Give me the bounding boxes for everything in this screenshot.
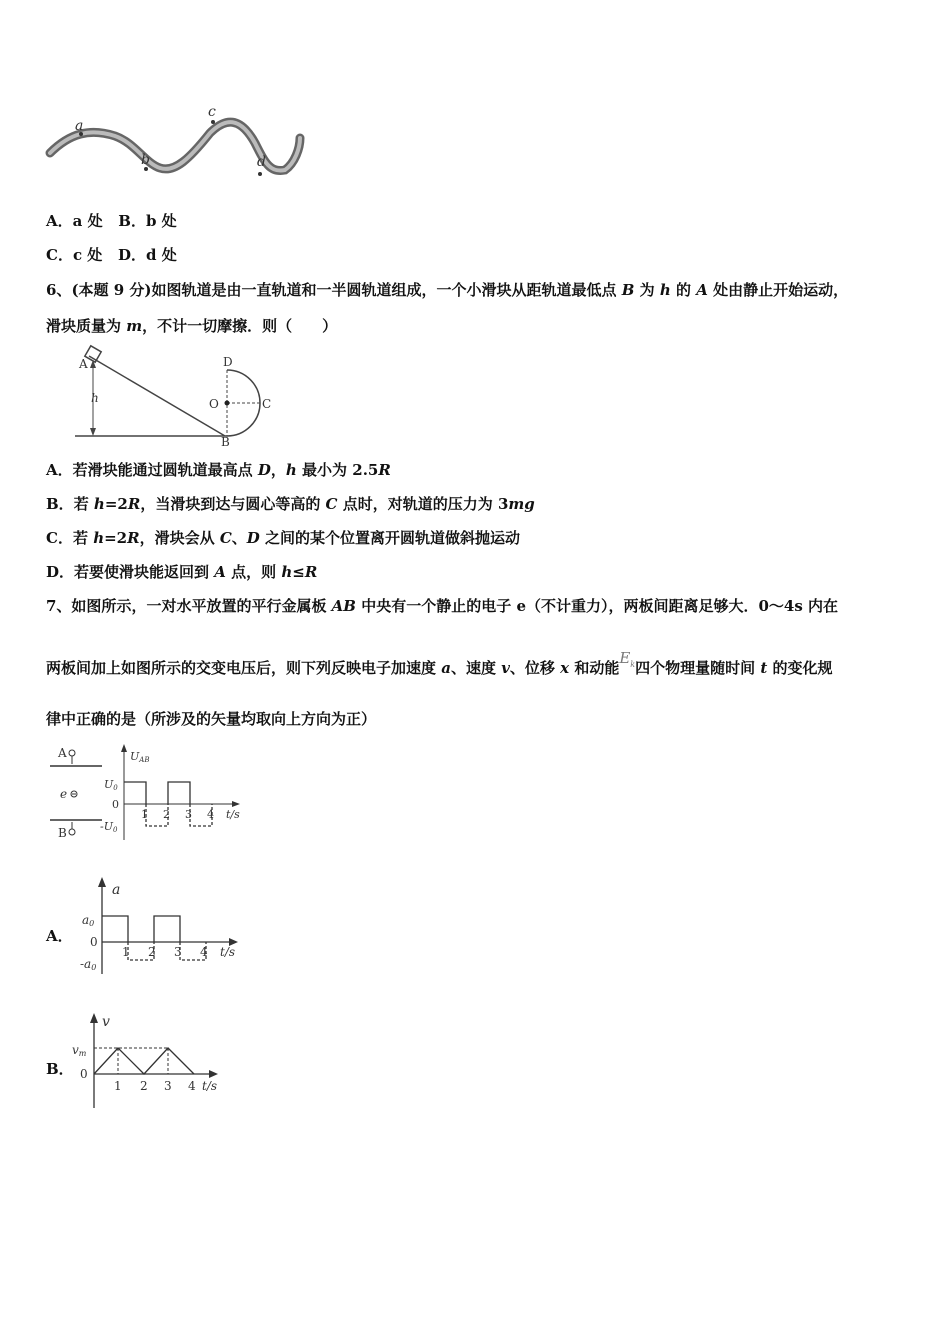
svg-text:0: 0 xyxy=(90,935,98,949)
svg-text:t/s: t/s xyxy=(202,1079,218,1093)
svg-text:4: 4 xyxy=(188,1079,196,1093)
svg-text:D: D xyxy=(223,355,233,369)
q6-stem-line-2: 滑块质量为 m，不计一切摩擦．则（ ） xyxy=(46,317,338,335)
q6-track-figure xyxy=(75,348,275,448)
q7-stem-line-2: 两板间加上如图所示的交变电压后，则下列反映电子加速度 a、速度 v、位移 x 和动能$E_k$四个物理量随时间 t 的变化规 xyxy=(46,649,833,677)
svg-text:2: 2 xyxy=(163,808,170,821)
wave-label-a: a xyxy=(75,118,84,134)
q5-options-row-2: C．c 处 D．d 处 xyxy=(46,246,177,264)
svg-text:4: 4 xyxy=(200,945,208,959)
svg-text:3: 3 xyxy=(174,945,182,959)
svg-text:A: A xyxy=(58,746,67,760)
svg-text:0: 0 xyxy=(80,1067,88,1081)
svg-text:-U0: -U0 xyxy=(100,820,118,834)
q7-option-a-key: A． xyxy=(46,927,73,945)
wave-label-c: c xyxy=(208,104,216,120)
svg-text:-a0: -a0 xyxy=(80,957,97,972)
q7-voltage-figure xyxy=(46,742,256,842)
q6-option-a: A．若滑块能通过圆轨道最高点 D，h 最小为 2.5R xyxy=(46,461,391,479)
svg-text:3: 3 xyxy=(185,808,192,821)
wave-label-b: b xyxy=(141,152,150,168)
ek-symbol: $E_k$ xyxy=(619,649,636,669)
q7-stem-line-1: 7、如图所示，一对水平放置的平行金属板 AB 中央有一个静止的电子 e（不计重力），两板间距离足够大．0～4s 内在 xyxy=(46,597,839,615)
svg-text:2: 2 xyxy=(140,1079,148,1093)
svg-text:t/s: t/s xyxy=(220,945,236,959)
q7-option-b-key: B． xyxy=(46,1060,74,1078)
svg-text:B: B xyxy=(221,435,230,449)
svg-text:2: 2 xyxy=(148,945,156,959)
q5-options-row-1: A．a 处 B．b 处 xyxy=(46,212,177,230)
svg-text:4: 4 xyxy=(207,808,214,821)
svg-text:A: A xyxy=(79,357,88,371)
svg-text:e: e xyxy=(60,787,68,801)
q7-stem-line-3: 律中正确的是（所涉及的矢量均取向上方向为正） xyxy=(46,710,377,728)
svg-text:1: 1 xyxy=(114,1079,122,1093)
q6-option-d: D．若要使滑块能返回到 A 点，则 h≤R xyxy=(46,563,318,581)
svg-text:1: 1 xyxy=(141,808,148,821)
wave-label-d: d xyxy=(257,154,266,170)
svg-text:a: a xyxy=(112,882,121,898)
svg-text:vm: vm xyxy=(72,1043,87,1058)
svg-text:1: 1 xyxy=(122,945,130,959)
svg-text:0: 0 xyxy=(112,798,119,811)
svg-text:a0: a0 xyxy=(82,913,95,928)
svg-text:O: O xyxy=(209,397,219,411)
q6-option-c: C．若 h=2R，滑块会从 C、D 之间的某个位置离开圆轨道做斜抛运动 xyxy=(46,529,521,547)
svg-text:v: v xyxy=(102,1014,110,1030)
q6-option-b: B．若 h=2R，当滑块到达与圆心等高的 C 点时，对轨道的压力为 3mg xyxy=(46,495,535,513)
svg-text:h: h xyxy=(91,391,99,405)
svg-text:U0: U0 xyxy=(104,778,118,792)
svg-text:B: B xyxy=(58,826,67,840)
svg-text:C: C xyxy=(262,397,272,411)
svg-text:UAB: UAB xyxy=(130,750,150,764)
wave-track-figure xyxy=(45,104,305,198)
q6-stem-line-1: 6、(本题 9 分)如图轨道是由一直轨道和一半圆轨道组成，一个小滑块从距轨道最低点 B 为 h 的 A 处由静止开始运动， xyxy=(46,281,849,299)
graph-v-vs-t xyxy=(68,1010,238,1110)
graph-a-vs-t xyxy=(78,876,248,976)
svg-text:t/s: t/s xyxy=(226,808,240,821)
svg-text:3: 3 xyxy=(164,1079,172,1093)
